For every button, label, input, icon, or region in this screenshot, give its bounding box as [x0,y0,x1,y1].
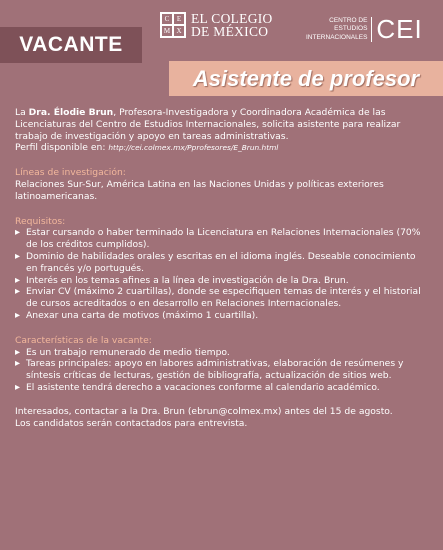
title-banner [169,61,443,96]
colmex-crest-icon [160,12,186,38]
lineas-text: Relaciones Sur-Sur, América Latina en las Naciones Unidas y políticas exteriores latinoamericanas. [15,178,384,202]
crest-letter: M [161,25,173,37]
caracteristicas-heading: Características de la vacante: [15,334,152,346]
crest-letter: C [161,13,173,25]
requisitos-list [15,227,429,321]
professor-name: Dra. Élodie Brun [28,107,114,118]
crest-letter: E [173,13,185,25]
cei-line-2: ESTUDIOS [334,25,368,33]
caracteristicas-list [15,347,429,394]
cei-full-name [306,17,372,43]
colmex-logo [160,12,273,38]
profile-label: Perfil disponible en: [15,142,109,154]
list-item: ▸ Anexar una carta de motivos (máximo 1 cuartilla). [15,310,429,322]
list-item: ▸ Estar cursando o haber terminado la Licenciatura en Relaciones Internacionales (70% de los créditos cumplidos). [15,227,429,251]
list-item: ▸ Enviar CV (máximo 2 cuartillas), donde se especifiquen temas de interés y el historial de cursos acreditados o en desarrollo en Relaciones Internacionales. [15,286,429,310]
colmex-line-1: EL COLEGIO [191,11,273,26]
page-title: Asistente de profesor [192,65,420,91]
requisitos-heading: Requisitos: [15,215,66,227]
lineas-heading: Líneas de investigación: [15,167,126,179]
contact-line-2: Los candidatos serán contactados para entrevista. [15,417,248,429]
announcement-body [15,107,429,429]
cei-acronym: CEI [376,14,423,44]
intro-paragraph [15,107,429,142]
crest-letter: X [173,25,185,37]
cei-line-1: CENTRO DE [329,16,368,24]
vacante-label: VACANTE [0,27,142,63]
profile-link[interactable]: http://cei.colmex.mx/Pprofesores/E_Brun.html [108,143,279,153]
list-item: ▸ Es un trabajo remunerado de medio tiempo. [15,347,429,359]
colmex-name [191,12,273,38]
intro-text: , Profesora-Investigadora y Coordinadora Académica de las Licenciaturas del Centro de Estudios Internacionales, solicita asistente para realizar trabajo de investigación y apoyo en tareas administrativas. [15,107,401,142]
intro-pre: La [15,107,29,118]
list-item: ▸ Dominio de habilidades orales y escritas en el idioma inglés. Deseable conocimiento en francés y/o portugués. [15,251,429,275]
profile-line [15,142,429,154]
contact-line-1: Interesados, contactar a la Dra. Brun (ebrun@colmex.mx) antes del 15 de agosto. [15,405,393,417]
list-item: ▸ El asistente tendrá derecho a vacaciones conforme al calendario académico. [15,382,429,394]
list-item: ▸ Tareas principales: apoyo en labores administrativas, elaboración de resúmenes y síntesis críticas de lecturas, gestión de bibliografía, actualización de sitios web. [15,358,429,382]
cei-logo [306,14,423,45]
colmex-line-2: DE MÉXICO [191,24,269,39]
cei-line-3: INTERNACIONALES [306,33,368,41]
list-item: ▸ Interés en los temas afines a la línea de investigación de la Dra. Brun. [15,275,429,287]
